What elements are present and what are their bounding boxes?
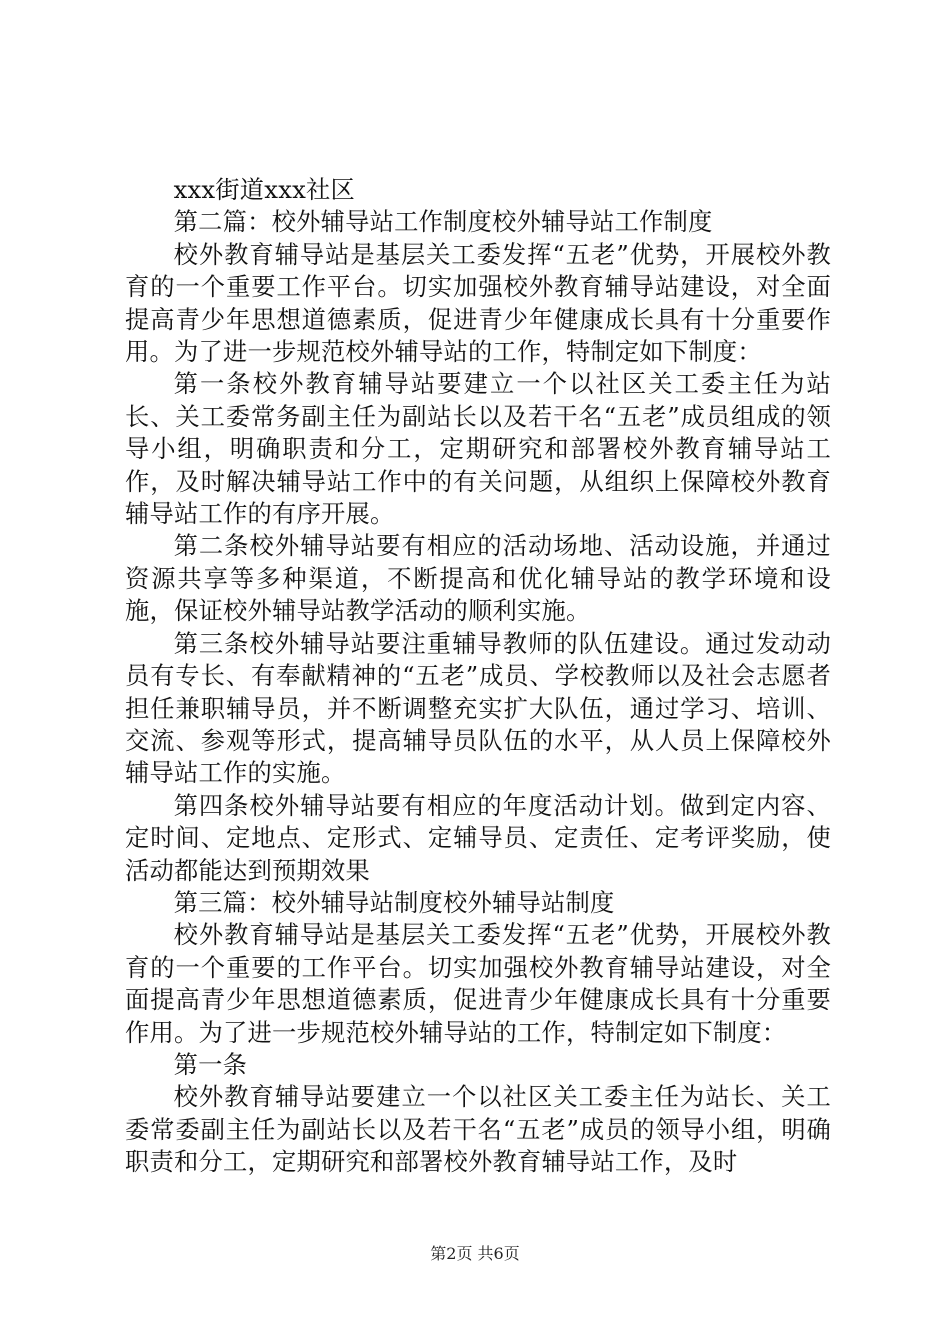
section-two-article-3: 第三条校外辅导站要注重辅导教师的队伍建设。通过发动动员有专长、有奉献精神的“五老”成员、学校教师以及社会志愿者担任兼职辅导员，并不断调整充实扩大队伍，通过学习、培训、交流、参观等形式，提高辅导员队伍的水平，从人员上保障校外辅导站工作的实施。 xyxy=(125,628,831,788)
section-two-heading: 第二篇：校外辅导站工作制度校外辅导站工作制度 xyxy=(173,207,713,237)
section-two-intro: 校外教育辅导站是基层关工委发挥“五老”优势，开展校外教育的一个重要工作平台。切实加强校外教育辅导站建设，对全面提高青少年思想道德素质，促进青少年健康成长具有十分重要作用。为了进一步规范校外辅导站的工作，特制定如下制度： xyxy=(125,239,831,367)
section-two-article-4: 第四条校外辅导站要有相应的年度活动计划。做到定内容、定时间、定地点、定形式、定辅导员、定责任、定考评奖励，使活动都能达到预期效果 xyxy=(125,790,831,885)
section-two-article-1: 第一条校外教育辅导站要建立一个以社区关工委主任为站长、关工委常务副主任为副站长以及若干名“五老”成员组成的领导小组，明确职责和分工，定期研究和部署校外教育辅导站工作，及时解决辅导站工作中的有关问题，从组织上保障校外教育辅导站工作的有序开展。 xyxy=(125,369,831,529)
section-two-article-2: 第二条校外辅导站要有相应的活动场地、活动设施，并通过资源共享等多种渠道，不断提高和优化辅导站的教学环境和设施，保证校外辅导站教学活动的顺利实施。 xyxy=(125,531,831,626)
section-three-article-1-label: 第一条 xyxy=(173,1049,248,1079)
document-body xyxy=(125,174,831,1179)
page-number-footer: 第2页 共6页 xyxy=(430,1244,520,1263)
section-three-heading: 第三篇：校外辅导站制度校外辅导站制度 xyxy=(173,887,615,917)
section-three-intro: 校外教育辅导站是基层关工委发挥“五老”优势，开展校外教育的一个重要的工作平台。切实加强校外教育辅导站建设，对全面提高青少年思想道德素质，促进青少年健康成长具有十分重要作用。为了进一步规范校外辅导站的工作，特制定如下制度： xyxy=(125,920,831,1047)
community-address-line: xxx街道xxx社区 xyxy=(173,175,355,204)
section-three-article-1-body: 校外教育辅导站要建立一个以社区关工委主任为站长、关工委常委副主任为副站长以及若干名“五老”成员的领导小组，明确职责和分工，定期研究和部署校外教育辅导站工作，及时 xyxy=(125,1082,831,1177)
